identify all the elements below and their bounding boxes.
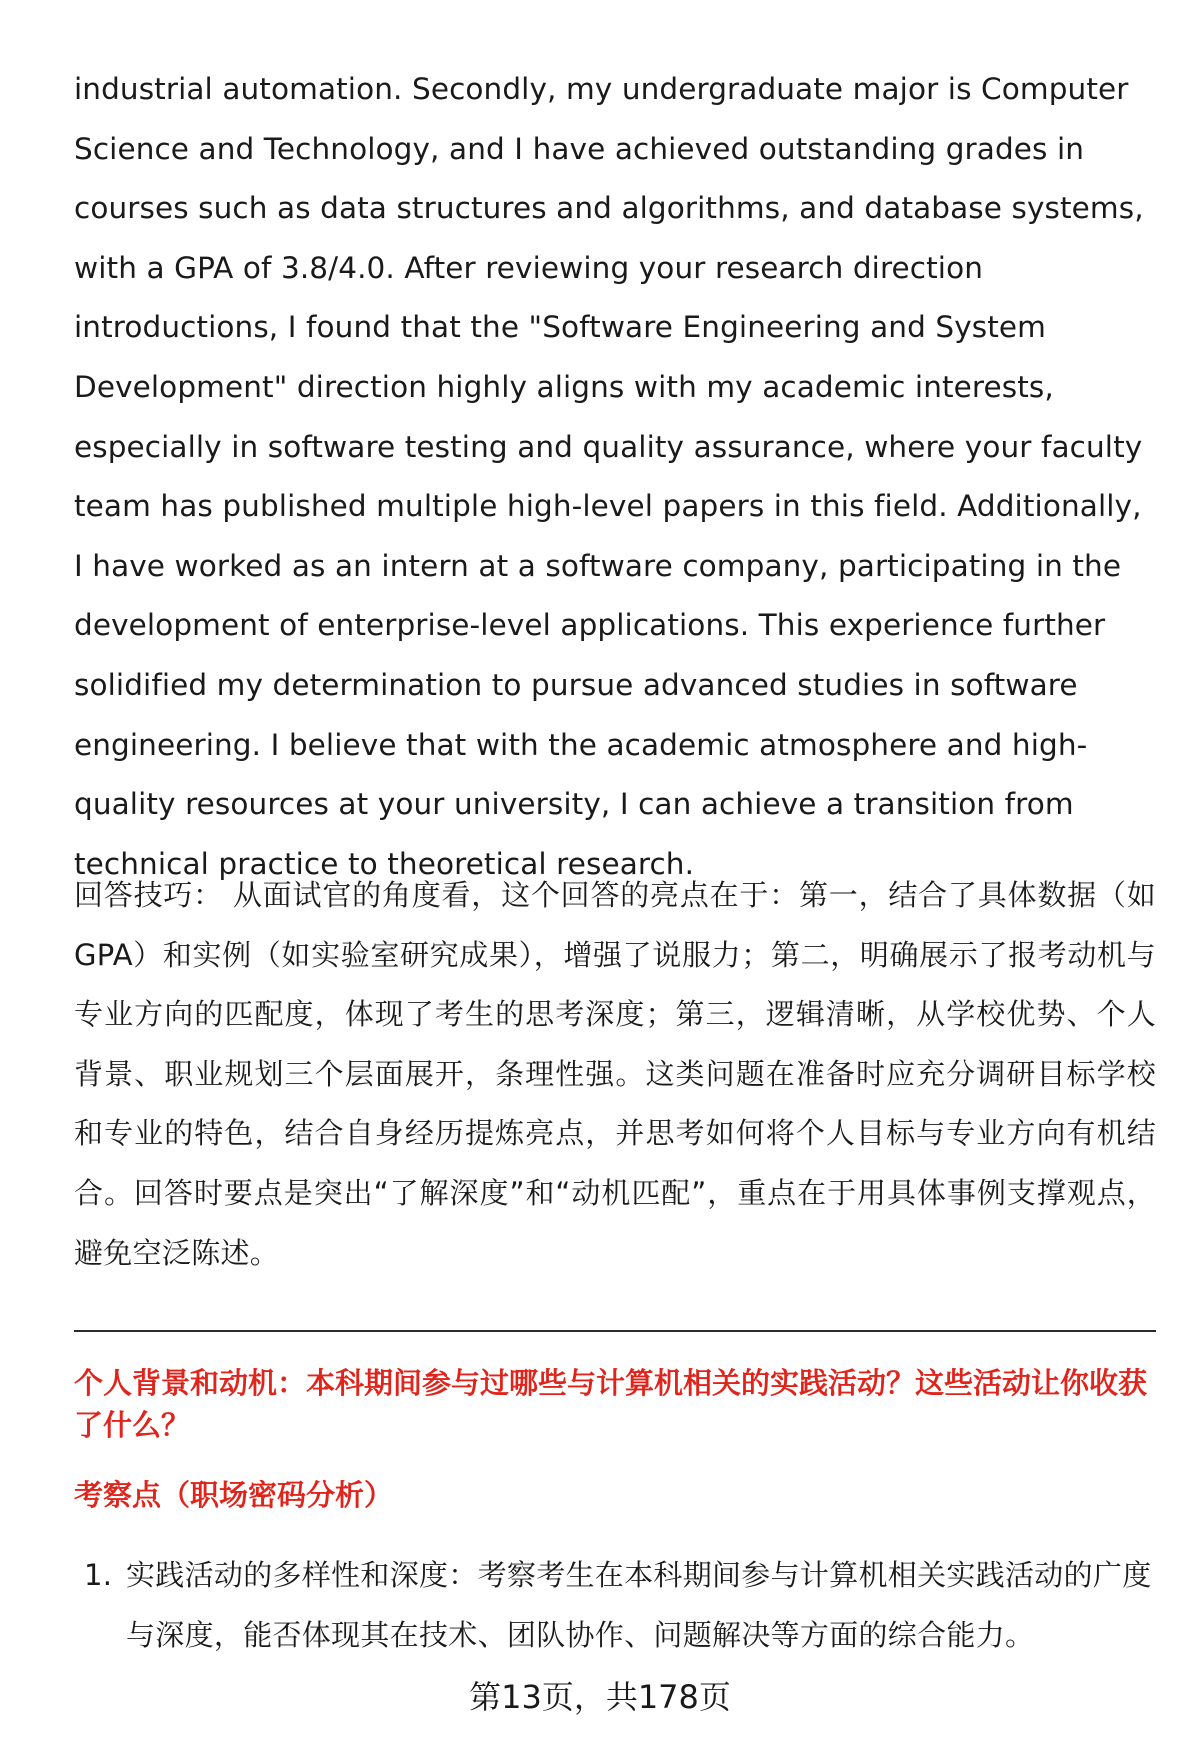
list-item-text: 实践活动的多样性和深度：考察考生在本科期间参与计算机相关实践活动的广度与深度，能否体现其在技术、团队协作、问题解决等方面的综合能力。 (126, 1558, 1152, 1652)
question-heading: 个人背景和动机：本科期间参与过哪些与计算机相关的实践活动？这些活动让你收获了什么？ (74, 1366, 1148, 1442)
body-paragraph-text: industrial automation. Secondly, my undergraduate major is Computer Science and Technology, and I have achieved outstanding grades in courses such as data structures and algorithms, and database systems, with a GPA of 3.8/4.0. After reviewing your research direction introductions, I found that the "Software Engineering and System Development" direction highly aligns with my academic interests, especially in software testing and quality assurance, where your faculty team has published multiple high-level papers in this field. Additionally, I have worked as an intern at a software company, participating in the development of enterprise-level applications. This experience further solidified my determination to pursue advanced studies in software engineering. I believe that with the academic atmosphere and high-quality resources at your university, I can achieve a transition from technical practice to theoretical research. (74, 72, 1144, 881)
answer-tip-paragraph (74, 866, 1156, 1283)
page-number-footer: 第13页，共178页 (469, 1678, 731, 1716)
assessment-points-heading: 考察点（职场密码分析） (74, 1478, 394, 1512)
answer-tip-text: 回答技巧： 从面试官的角度看，这个回答的亮点在于：第一，结合了具体数据（如GPA）和实例（如实验室研究成果），增强了说服力；第二，明确展示了报考动机与专业方向的匹配度，体现了考生的思考深度；第三，逻辑清晰，从学校优势、个人背景、职业规划三个层面展开，条理性强。这类问题在准备时应充分调研目标学校和专业的特色，结合自身经历提炼亮点，并思考如何将个人目标与专业方向有机结合。回答时要点是突出“了解深度”和“动机匹配”，重点在于用具体事例支撑观点，避免空泛陈述。 (74, 878, 1156, 1270)
body-paragraph-english (74, 60, 1156, 894)
assessment-points-list (74, 1546, 1156, 1665)
list-item-number: 1. (84, 1558, 113, 1592)
list-item (74, 1546, 1156, 1665)
section-divider (74, 1330, 1156, 1332)
